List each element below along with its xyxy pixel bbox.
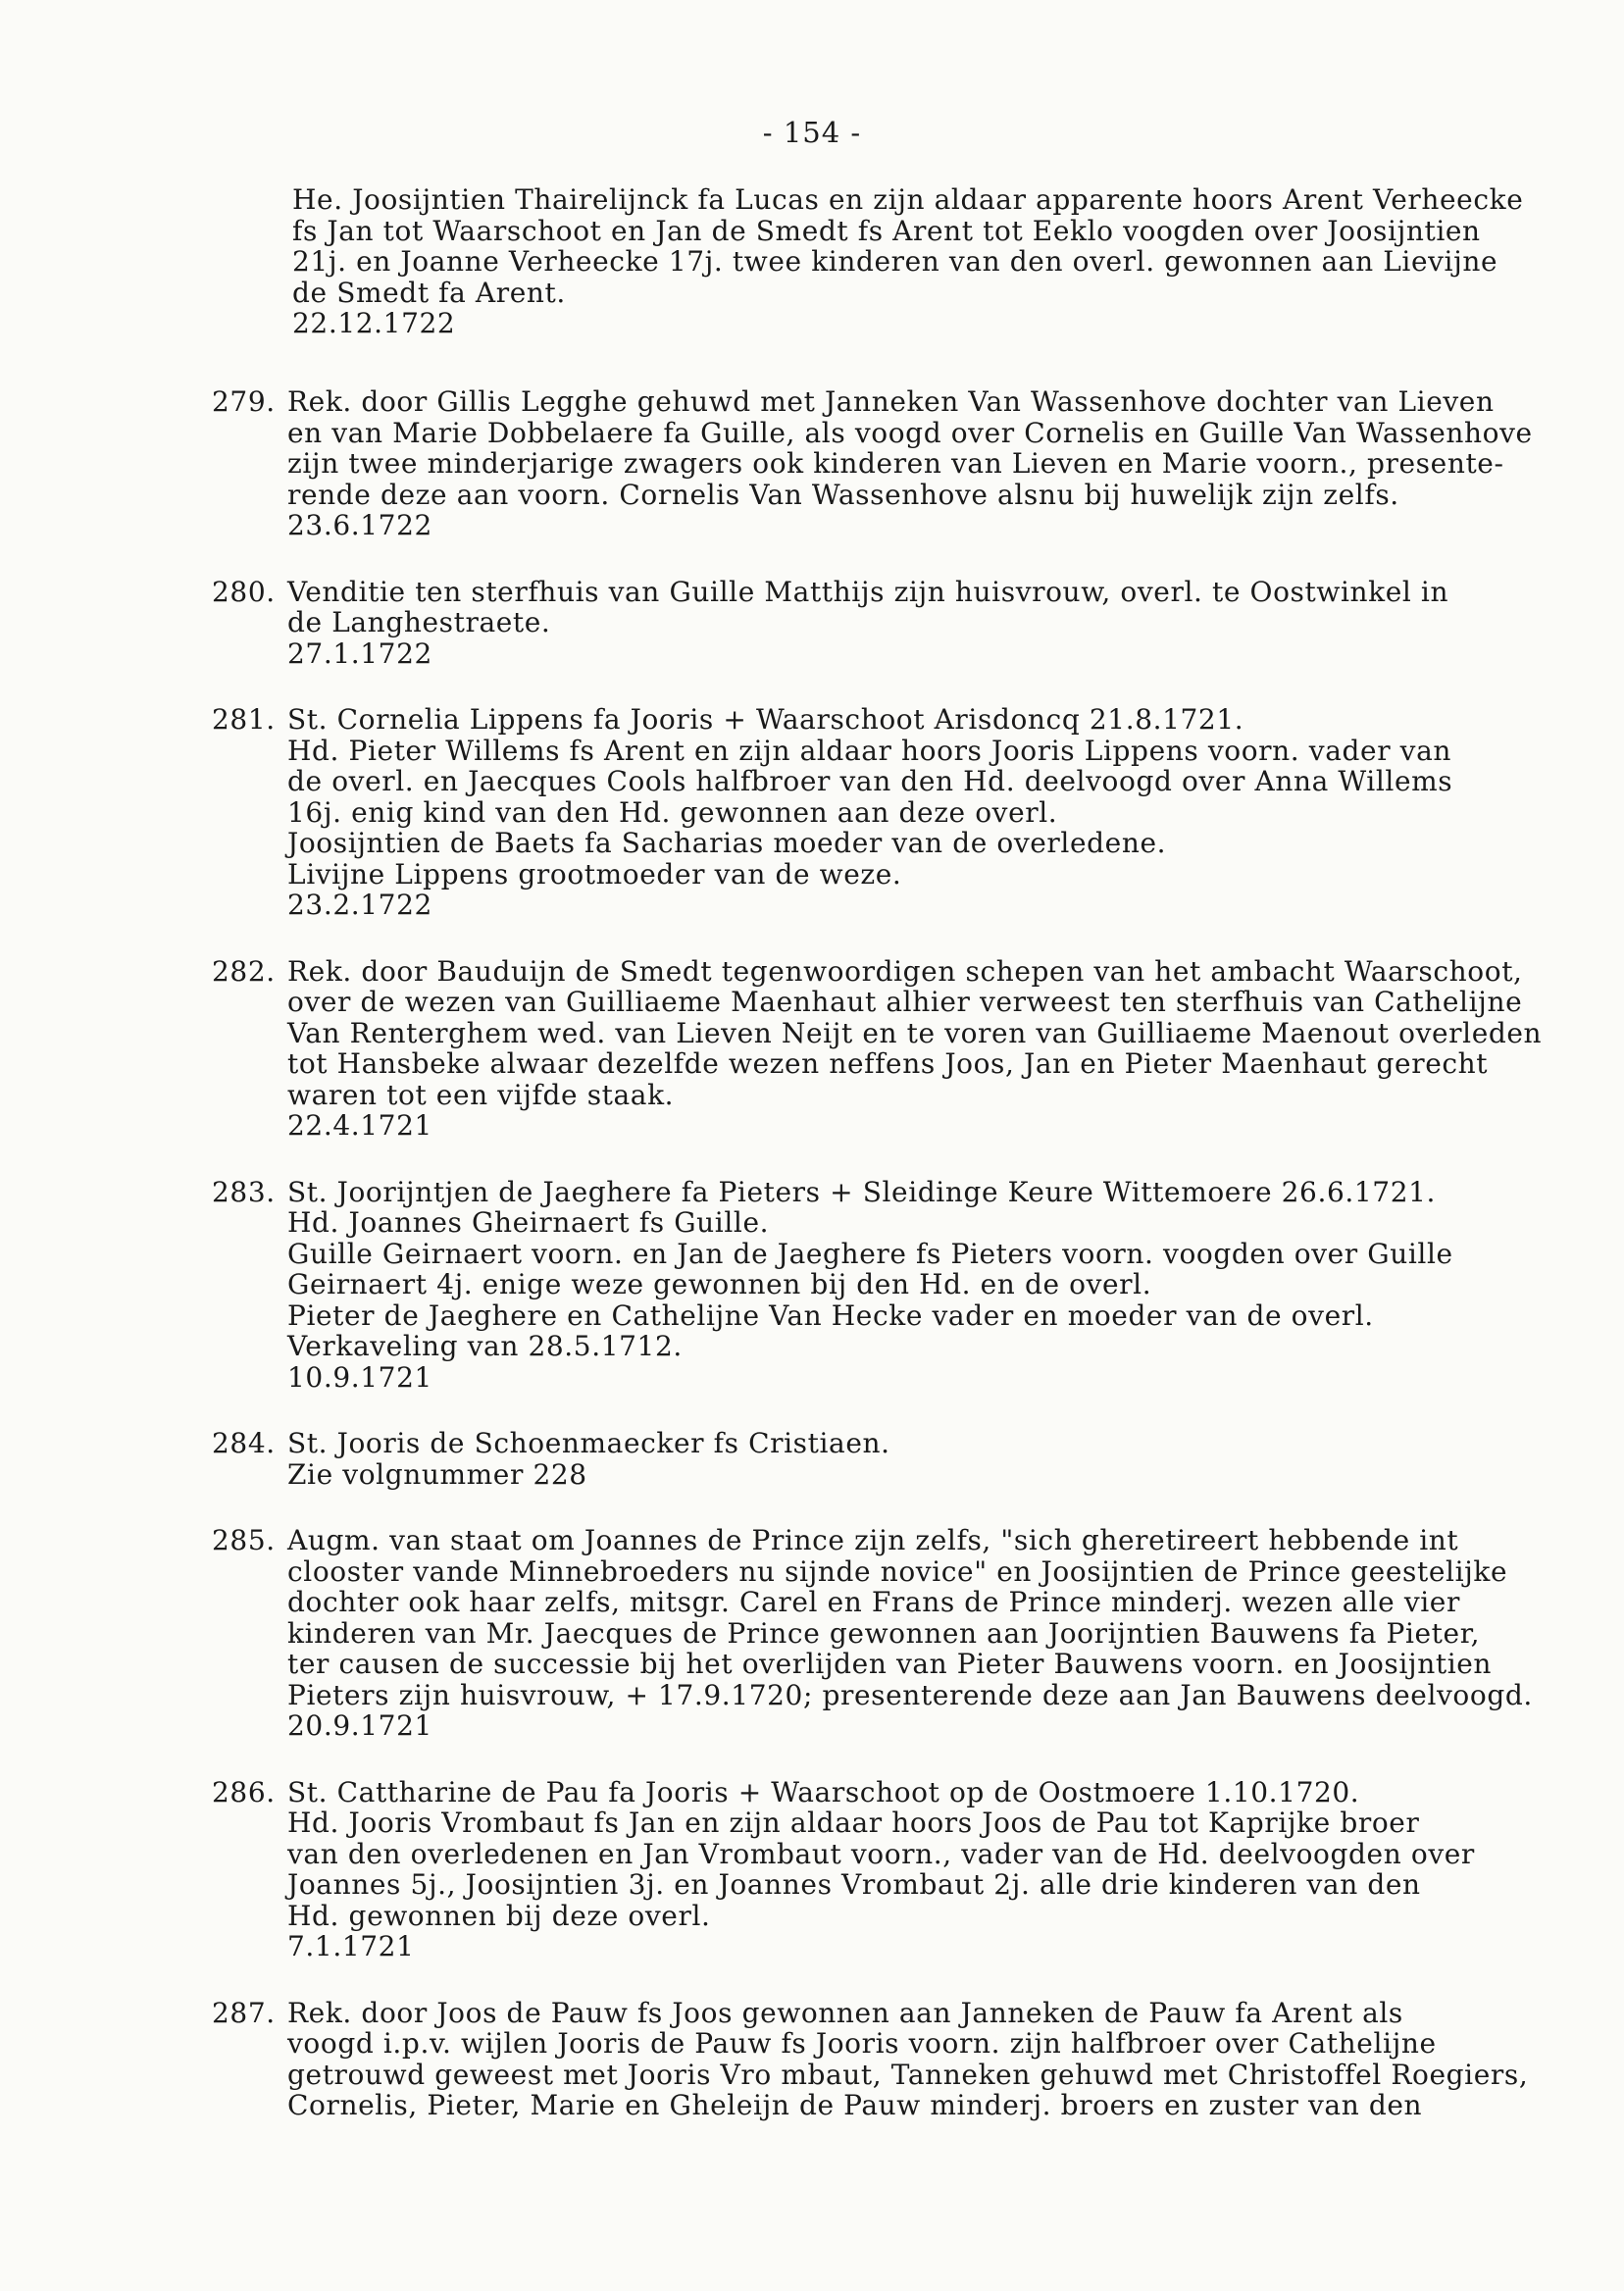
text-line: voogd i.p.v. wijlen Jooris de Pauw fs Jooris voorn. zijn halfbroer over Cathelijne (287, 2027, 1437, 2060)
entry-279 (0, 386, 1624, 541)
text-line: over de wezen van Guilliaeme Maenhaut alhier verweest ten sterfhuis van Cathelijne (287, 986, 1523, 1018)
text-line: 16j. enig kind van den Hd. gewonnen aan deze overl. (287, 795, 1058, 829)
text-line: 21j. en Joanne Verheecke 17j. twee kinderen van den overl. gewonnen aan Lievijne (292, 245, 1498, 278)
text-line: Pieters zijn huisvrouw, + 17.9.1720; presenterende deze aan Jan Bauwens deelvoogd. (287, 1678, 1533, 1711)
text-line: getrouwd geweest met Jooris Vro mbaut, Tanneken gehuwd met Christoffel Roegiers, (287, 2058, 1529, 2091)
text-line: de Smedt fa Arent. (292, 276, 566, 309)
text-line: Verkaveling van 28.5.1712. (287, 1330, 683, 1362)
text-line: de overl. en Jaecques Cools halfbroer van den Hd. deelvoogd over Anna Willems (287, 765, 1453, 797)
text-line: Joosijntien de Baets fa Sacharias moeder van de overledene. (287, 827, 1167, 859)
text-line: Hd. Jooris Vrombaut fs Jan en zijn aldaar hoors Joos de Pau tot Kaprijke broer (287, 1807, 1420, 1839)
text-line: kinderen van Mr. Jaecques de Prince gewonnen aan Joorijntien Bauwens fa Pieter, (287, 1616, 1481, 1650)
text-line: Livijne Lippens grootmoeder van de weze. (287, 857, 902, 891)
text-line: Venditie ten sterfhuis van Guille Matthijs zijn huisvrouw, overl. te Oostwinkel in (287, 575, 1449, 608)
entry-number: 281. (212, 703, 276, 736)
text-line: 22.12.1722 (292, 307, 456, 339)
text-line: de Langhestraete. (287, 606, 551, 638)
text-line: rende deze aan voorn. Cornelis Van Wassenhove alsnu bij huwelijk zijn zelfs. (287, 478, 1399, 511)
entry-282 (0, 956, 1624, 1142)
text-line: Rek. door Bauduijn de Smedt tegenwoordigen schepen van het ambacht Waarschoot, (287, 954, 1523, 988)
text-line: Joannes 5j., Joosijntien 3j. en Joannes Vrombaut 2j. alle drie kinderen van den (287, 1868, 1421, 1901)
entry-date: 20.9.1721 (287, 1709, 432, 1742)
text-line: zijn twee minderjarige zwagers ook kinderen van Lieven en Marie voorn., presente- (287, 447, 1504, 480)
text-line: Hd. Pieter Willems fs Arent en zijn aldaar hoors Jooris Lippens voorn. vader van (287, 734, 1452, 767)
text-line: St. Joorijntjen de Jaeghere fa Pieters + Sleidinge Keure Wittemoere 26.6.1721. (287, 1175, 1437, 1208)
entry-284 (0, 1428, 1624, 1490)
entry-date: 22.4.1721 (287, 1109, 432, 1142)
text-line: Rek. door Gillis Legghe gehuwd met Janneken Van Wassenhove dochter van Lieven (287, 385, 1495, 418)
text-line: St. Jooris de Schoenmaecker fs Cristiaen. (287, 1427, 890, 1459)
text-line: Cornelis, Pieter, Marie en Gheleijn de Pauw minderj. broers en zuster van den (287, 2089, 1423, 2121)
text-line: tot Hansbeke alwaar dezelfde wezen neffens Joos, Jan en Pieter Maenhaut gerecht (287, 1047, 1489, 1080)
text-line: St. Cattharine de Pau fa Jooris + Waarschoot op de Oostmoere 1.10.1720. (287, 1775, 1360, 1808)
text-line: Hd. Joannes Gheirnaert fs Guille. (287, 1206, 770, 1239)
entry-number: 282. (212, 954, 276, 988)
entry-281 (0, 704, 1624, 921)
entry-286 (0, 1777, 1624, 1962)
entry-date: 23.6.1722 (287, 509, 432, 541)
page-number: - 154 - (762, 116, 862, 149)
intro-paragraph (292, 184, 1567, 339)
entry-number: 285. (212, 1524, 276, 1556)
text-line: dochter ook haar zelfs, mitsgr. Carel en Frans de Prince minderj. wezen alle vier (287, 1586, 1460, 1618)
entry-283 (0, 1177, 1624, 1394)
text-line: Pieter de Jaeghere en Cathelijne Van Hecke vader en moeder van de overl. (287, 1298, 1374, 1332)
entry-number: 283. (212, 1175, 276, 1208)
entry-date: 23.2.1722 (287, 889, 432, 921)
text-line: ter causen de successie bij het overlijden van Pieter Bauwens voorn. en Joosijntien (287, 1648, 1493, 1680)
text-line: waren tot een vijfde staak. (287, 1078, 675, 1111)
text-line: Zie volgnummer 228 (287, 1457, 587, 1491)
text-line: He. Joosijntien Thairelijnck fa Lucas en zijn aldaar apparente hoors Arent Verheecke (292, 183, 1524, 216)
entry-285 (0, 1525, 1624, 1742)
text-line: en van Marie Dobbelaere fa Guille, als voogd over Cornelis en Guille Van Wassenhove (287, 416, 1533, 449)
entry-number: 280. (212, 575, 276, 608)
text-line: St. Cornelia Lippens fa Jooris + Waarschoot Arisdoncq 21.8.1721. (287, 703, 1244, 736)
text-line: Guille Geirnaert voorn. en Jan de Jaeghere fs Pieters voorn. voogden over Guille (287, 1237, 1453, 1270)
text-line: Rek. door Joos de Pauw fs Joos gewonnen aan Janneken de Pauw fa Arent als (287, 1996, 1403, 2029)
text-line: fs Jan tot Waarschoot en Jan de Smedt fs Arent tot Eeklo voogden over Joosijntien (292, 214, 1481, 247)
entry-280 (0, 577, 1624, 670)
entry-date: 7.1.1721 (287, 1930, 415, 1962)
entry-date: 27.1.1722 (287, 636, 432, 670)
text-line: Augm. van staat om Joannes de Prince zijn zelfs, "sich gheretireert hebbende int (287, 1524, 1459, 1556)
text-line: van den overledenen en Jan Vrombaut voorn., vader van de Hd. deelvoogden over (287, 1837, 1475, 1870)
text-line: Hd. gewonnen bij deze overl. (287, 1899, 711, 1932)
entry-list (0, 386, 1624, 2157)
text-line: Geirnaert 4j. enige weze gewonnen bij den Hd. en de overl. (287, 1268, 1152, 1300)
entry-number: 284. (212, 1427, 276, 1459)
entry-number: 286. (212, 1775, 276, 1808)
text-line: Van Renterghem wed. van Lieven Neijt en te voren van Guilliaeme Maenout overleden (287, 1016, 1543, 1049)
entry-number: 279. (212, 385, 276, 418)
text-line: clooster vande Minnebroeders nu sijnde novice" en Joosijntien de Prince geestelijke (287, 1554, 1508, 1588)
entry-287 (0, 1998, 1624, 2121)
entry-number: 287. (212, 1996, 276, 2029)
entry-date: 10.9.1721 (287, 1360, 432, 1394)
